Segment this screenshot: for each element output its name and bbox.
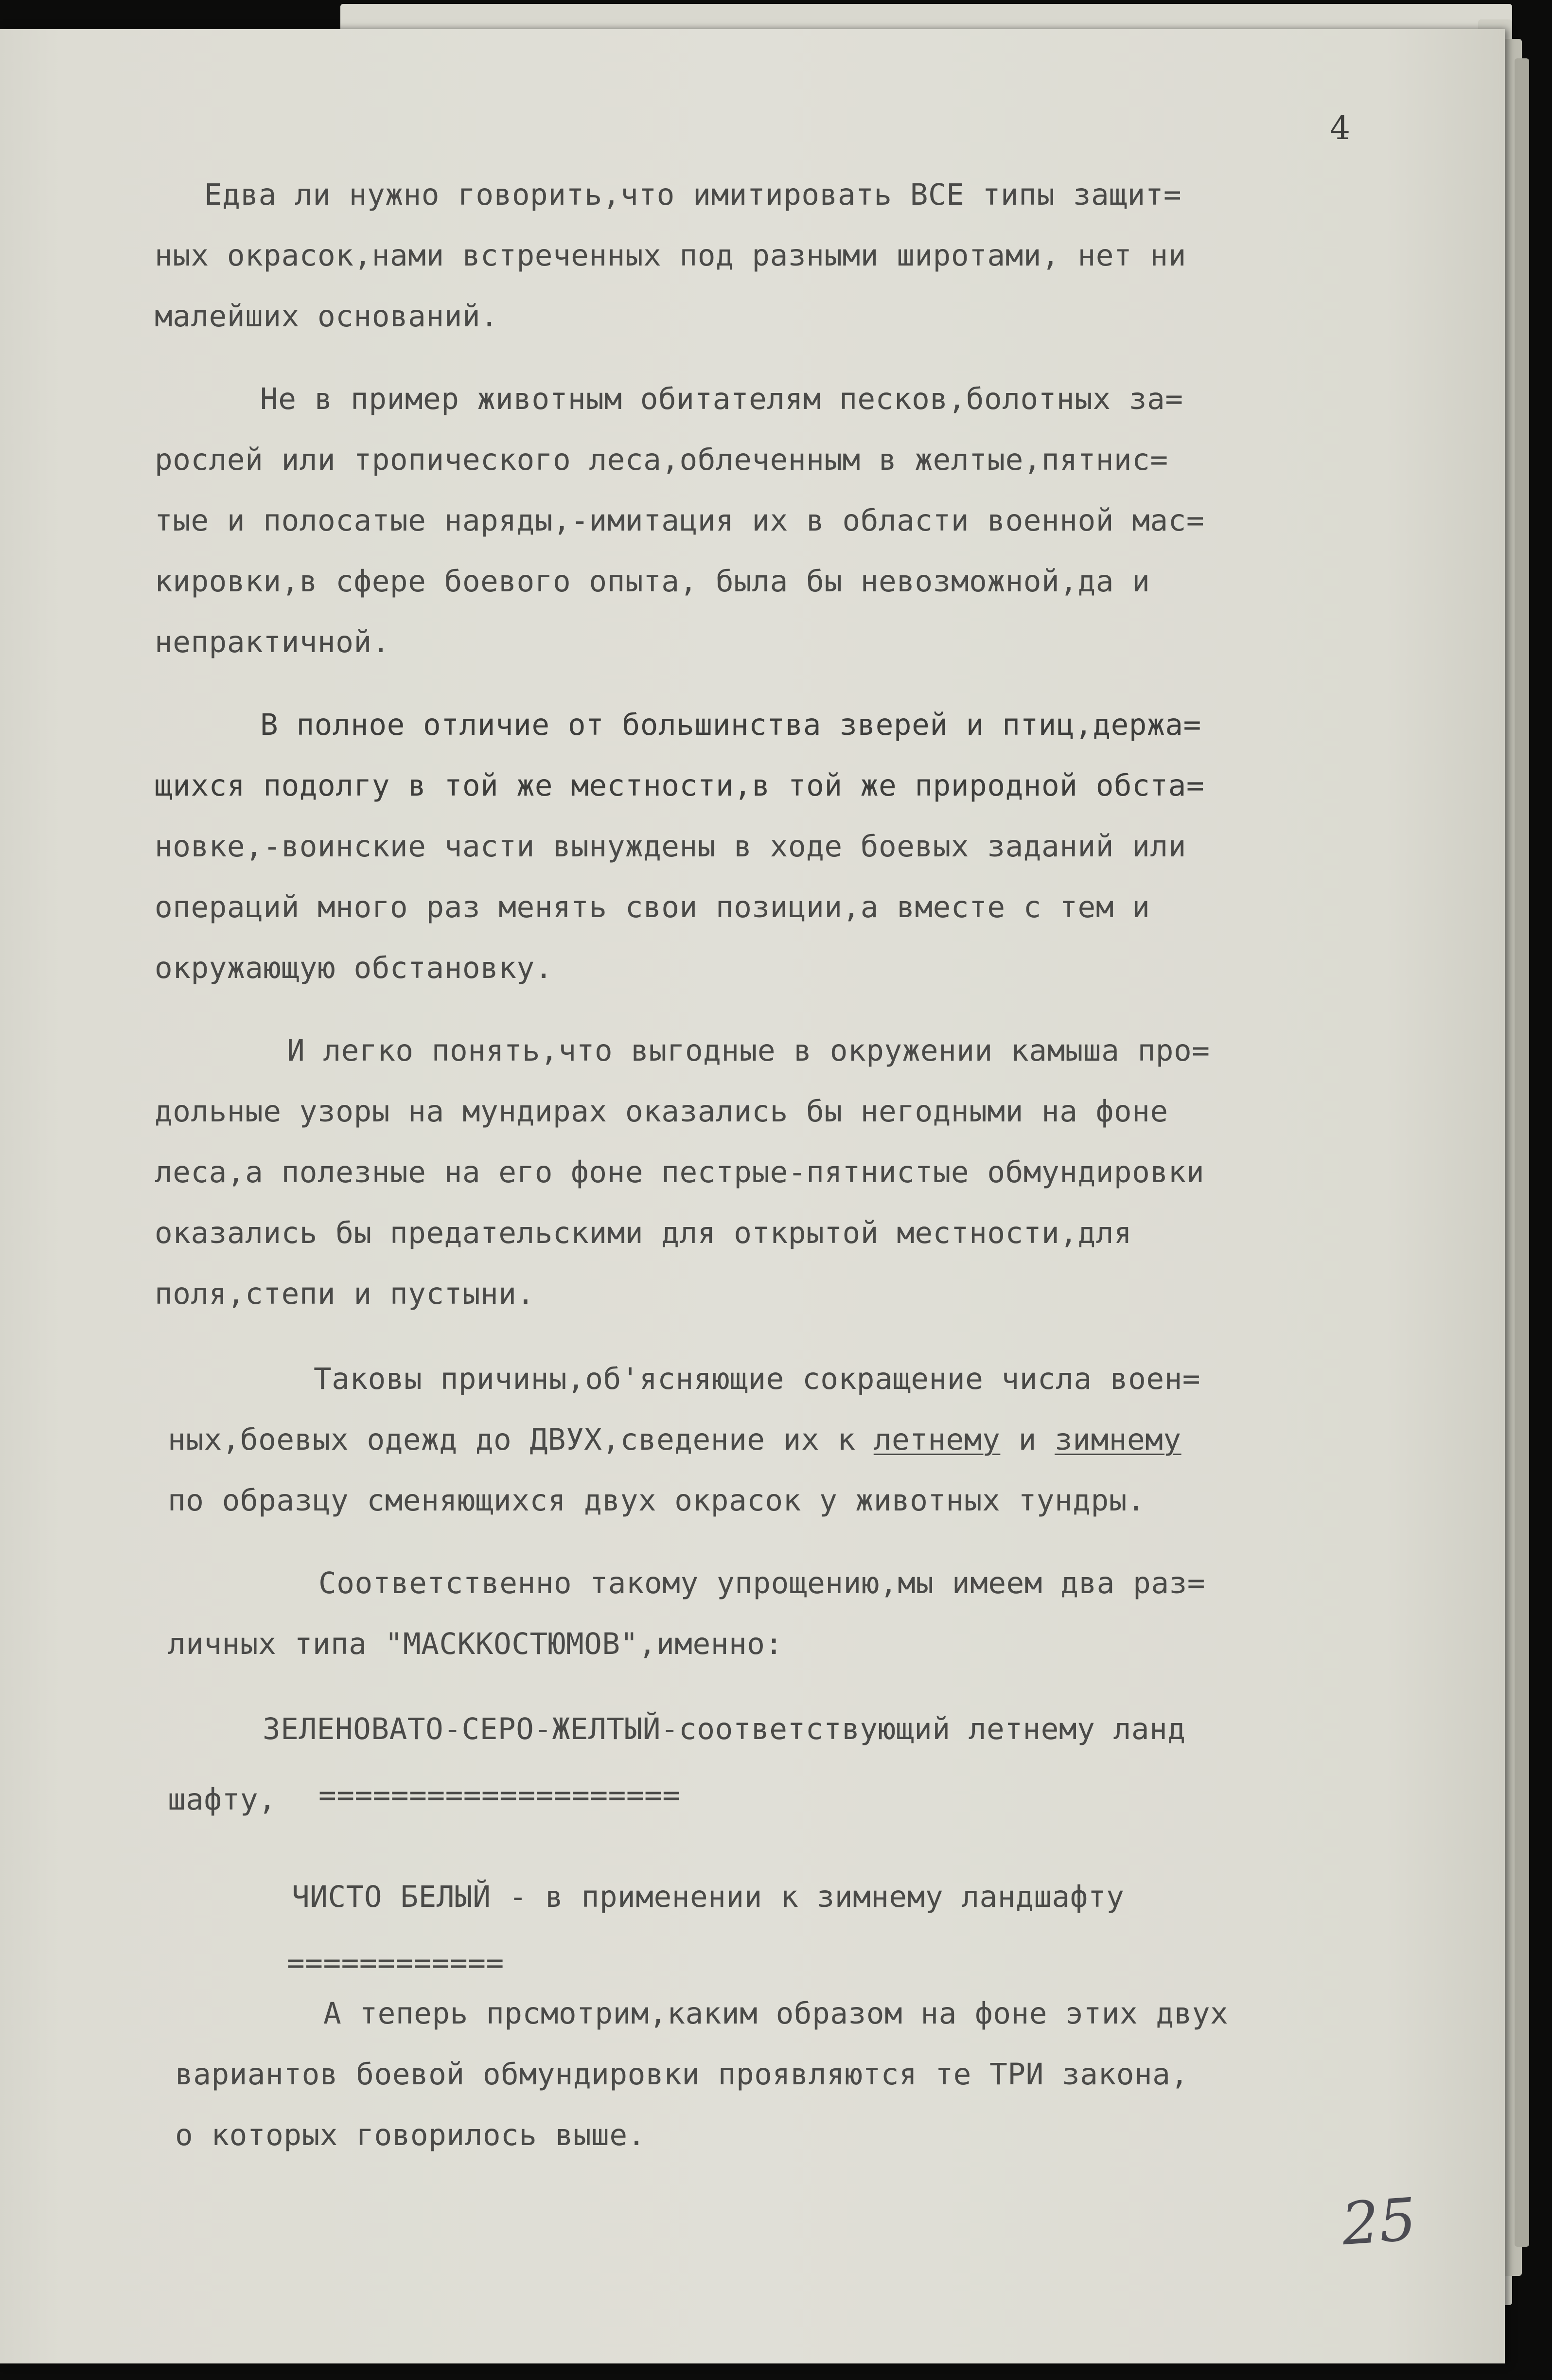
- page-edge: [1515, 58, 1529, 2247]
- text-line: непрактичной.: [155, 625, 390, 659]
- text-line: кировки,в сфере боевого опыта, была бы невозможной,да и: [155, 564, 1150, 599]
- text-line: вариантов боевой обмундировки проявляются те ТРИ закона,: [175, 2057, 1189, 2092]
- text-line: ных окрасок,нами встреченных под разными широтами, нет ни: [155, 238, 1186, 273]
- text-line: о которых говорилось выше.: [175, 2118, 646, 2152]
- text-line: окружающую обстановку.: [155, 951, 553, 985]
- text-line: Едва ли нужно говорить,что имитировать ВСЕ типы защит=: [204, 178, 1182, 212]
- page-number: 4: [1330, 109, 1350, 147]
- typed-underline: ====================: [318, 1778, 681, 1812]
- winter-type-line: [292, 1882, 1124, 1912]
- text-line: оказались бы предательскими для открытой местности,для: [155, 1216, 1132, 1250]
- text-line: Не в пример животным обитателям песков,болотных за=: [260, 382, 1183, 416]
- text-line: А теперь прсмотрим,каким образом на фоне этих двух: [323, 1996, 1229, 2031]
- text-line: щихся подолгу в той же местности,в той же природной обста=: [155, 768, 1205, 803]
- text-line: рослей или тропического леса,облеченным в желтые,пятнис=: [155, 443, 1168, 477]
- text-segment: - в применении к зимнему ландшафту: [491, 1880, 1125, 1914]
- text-line: шафту,: [168, 1782, 277, 1817]
- text-line: тые и полосатые наряды,-имитация их в области военной мас=: [155, 503, 1205, 538]
- text-line: В полное отличие от большинства зверей и птиц,держа=: [260, 708, 1201, 742]
- page-edge: [340, 4, 1512, 33]
- summer-type-line: [263, 1714, 1185, 1744]
- text-line: поля,степи и пустыни.: [155, 1277, 535, 1311]
- text-line: И легко понять,что выгодные в окружении камыша про=: [287, 1033, 1210, 1068]
- text-line: Соответственно такому упрощению,мы имеем два раз=: [318, 1566, 1206, 1600]
- text-segment: -соответствующий летнему ланд: [660, 1712, 1186, 1746]
- text-line: по образцу сменяющихся двух окрасок у животных тундры.: [168, 1483, 1146, 1518]
- text-segment: ных,боевых одежд до ДВУХ,сведение их к: [168, 1422, 874, 1457]
- typed-underline: ============: [287, 1946, 504, 1980]
- text-line: леса,а полезные на его фоне пестрые-пятнистые обмундировки: [155, 1155, 1205, 1190]
- text-line: дольные узоры на мундирах оказались бы негодными на фоне: [155, 1094, 1168, 1129]
- underlined-word: зимнему: [1055, 1422, 1182, 1457]
- text-line: малейших оснований.: [155, 299, 499, 334]
- text-line: личных типа "МАСККОСТЮМОВ",именно:: [168, 1627, 783, 1661]
- winter-type-name: ЧИСТО БЕЛЫЙ: [292, 1880, 491, 1914]
- handwritten-folio-number: 25: [1340, 2185, 1419, 2259]
- text-line: новке,-воинские части вынуждены в ходе боевых заданий или: [155, 829, 1186, 864]
- typewritten-page: [0, 29, 1505, 2363]
- text-line: [168, 1422, 1182, 1457]
- text-line: операций много раз менять свои позиции,а вместе с тем и: [155, 890, 1150, 924]
- underlined-word: летнему: [873, 1422, 1001, 1457]
- summer-type-name: ЗЕЛЕНОВАТО-СЕРО-ЖЕЛТЫЙ: [263, 1712, 661, 1746]
- text-line: Таковы причины,об'ясняющие сокращение числа воен=: [314, 1362, 1201, 1396]
- text-segment: и: [1000, 1422, 1055, 1457]
